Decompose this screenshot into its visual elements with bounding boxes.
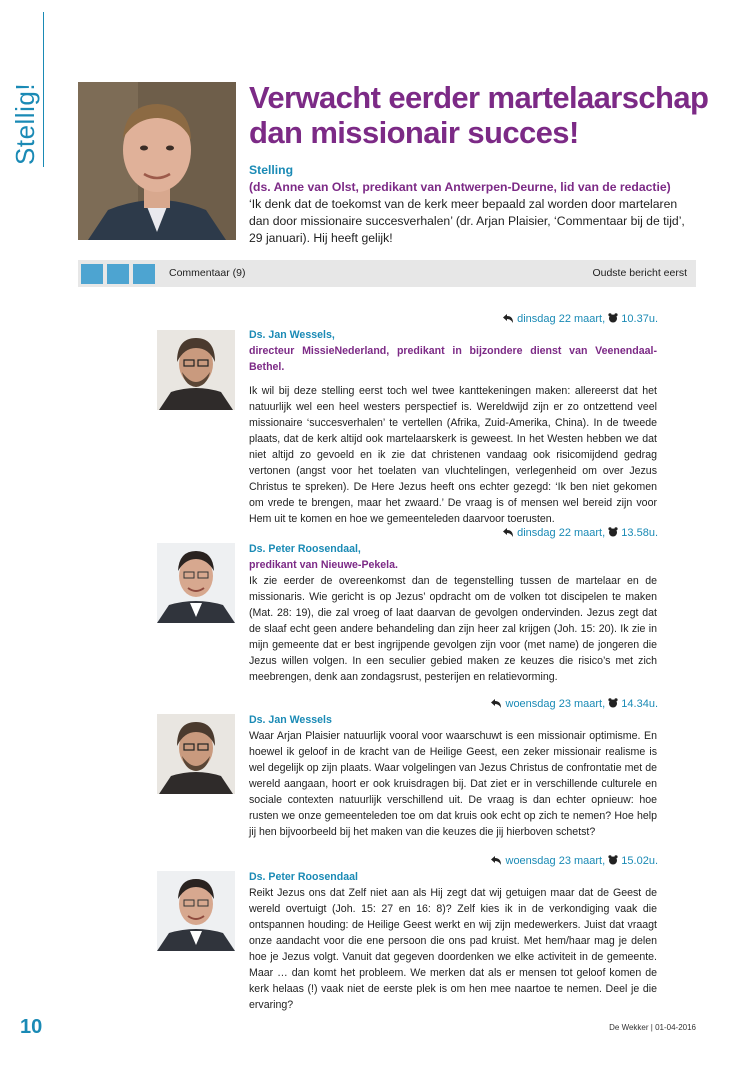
comment-body bbox=[249, 869, 657, 1013]
comment-body bbox=[249, 541, 657, 685]
comment-date: woensdag 23 maart, bbox=[505, 698, 606, 710]
commenter-name: Ds. Peter Roosendaal bbox=[249, 871, 358, 883]
comment-text: Waar Arjan Plaisier natuurlijk vooral voor waarschuwt is een missionair optimisme. En hoewel ik geloof in de kracht van de Heilige Geest, een zeker missionair realisme is wel degelijk op zijn plaats. Waar volgelingen van Jezus Christus de confrontatie met de wereld aangaan, hoort er ook kruisdragen bij. Dat ziet er in verschillende culturele en sociale contexten natuurlijk verschillend uit. De vraag is dan echter opnieuw: hoe rusten we onze gemeenteleden toe om dat kruis ook echt op zich te nemen? Hoe help jij hen bijvoorbeeld bij het maken van die keuzes die jij hierboven schetst? bbox=[249, 730, 657, 838]
reply-icon[interactable] bbox=[503, 528, 514, 537]
clock-icon bbox=[608, 313, 618, 323]
avatar bbox=[157, 714, 235, 794]
intro-block bbox=[249, 162, 699, 247]
commenter-name: Ds. Jan Wessels bbox=[249, 714, 332, 726]
author-photo bbox=[78, 82, 236, 240]
comment-toolbar bbox=[78, 260, 696, 287]
toolbar-button-3[interactable] bbox=[133, 264, 155, 284]
comment-meta bbox=[491, 855, 658, 867]
section-label: Stellig! bbox=[10, 82, 40, 165]
comment-text: Ik zie eerder de overeenkomst dan de tegenstelling tussen de martelaar en de missionaris. Wie gericht is op Jezus’ opdracht om de volken tot discipelen te maken (Mat. 28: 19), die zal vroeg of laat daarvan de gevolgen ondervinden. Jezus zegt dat de slaaf echt geen andere behandeling dan zijn heer zal krijgen (Joh. 15: 20). Ik zie in mijn gemeente dat er best ingrijpende gevolgen zijn voor (met name) de jongeren die Jezus willen volgen. In een seculier gebied maken ze keuzes die risico’s met zich meebrengen, denk aan zondagsrust, pesterijen en relatievorming. bbox=[249, 575, 657, 683]
intro-label: Stelling bbox=[249, 163, 294, 177]
article-title: Verwacht eerder martelaarschap dan missionair succes! bbox=[249, 80, 709, 150]
comment-time: 14.34u. bbox=[621, 698, 658, 710]
sort-order[interactable]: Oudste bericht eerst bbox=[592, 267, 687, 279]
reply-icon[interactable] bbox=[491, 856, 502, 865]
reply-icon[interactable] bbox=[491, 699, 502, 708]
commenter-role: predikant van Nieuwe-Pekela. bbox=[249, 559, 398, 571]
toolbar-button-1[interactable] bbox=[81, 264, 103, 284]
comment-body bbox=[249, 712, 657, 840]
commenter-name: Ds. Jan Wessels, bbox=[249, 329, 335, 341]
comments-count[interactable]: Commentaar (9) bbox=[169, 267, 246, 279]
avatar bbox=[157, 871, 235, 951]
comment-meta bbox=[503, 527, 658, 539]
comment-meta bbox=[503, 313, 658, 325]
comment-text: Ik wil bij deze stelling eerst toch wel twee kanttekeningen maken: allereerst dat het natuurlijk wel een heel westers perspectief is. Wereldwijd zijn er zo ontzettend veel missionaire ‘succesverhalen’ te vertellen (Afrika, Zuid-Amerika, China). In de tweede plaats, dat de kerk altijd ook martelaarskerk is geweest. In het Westen hebben we dat niet altijd zo gevoeld en ik zie dat christenen vandaag ook risicomijdend gedrag vertonen (angst voor het toelaten van vluchtelingen, verlegenheid om over Jezus Christus te spreken). De Here Jezus heeft ons echter gezegd: ‘Ik ben niet gekomen om vrede te brengen, maar het zwaard.’ De vraag is of mensen wel bereid zijn voor Hem uit te komen en hoe we gemeenteleden daarvoor toerusten. bbox=[249, 385, 657, 525]
comment-meta bbox=[491, 698, 658, 710]
comment-time: 15.02u. bbox=[621, 855, 658, 867]
page-number: 10 bbox=[20, 1016, 43, 1038]
toolbar-button-2[interactable] bbox=[107, 264, 129, 284]
comment-date: dinsdag 22 maart, bbox=[517, 313, 606, 325]
footer-info: De Wekker | 01-04-2016 bbox=[609, 1023, 696, 1032]
comment-time: 13.58u. bbox=[621, 527, 658, 539]
clock-icon bbox=[608, 855, 618, 865]
avatar bbox=[157, 330, 235, 410]
clock-icon bbox=[608, 698, 618, 708]
comment-body bbox=[249, 327, 657, 527]
clock-icon bbox=[608, 527, 618, 537]
intro-byline: (ds. Anne van Olst, predikant van Antwerpen-Deurne, lid van de redactie) bbox=[249, 180, 671, 194]
section-rule bbox=[43, 12, 44, 167]
comment-date: dinsdag 22 maart, bbox=[517, 527, 606, 539]
commenter-role: directeur MissieNederland, predikant in bijzondere dienst van Veenendaal-Bethel. bbox=[249, 345, 657, 373]
comment-text: Reikt Jezus ons dat Zelf niet aan als Hij zegt dat wij getuigen maar dat de Geest de wereld overtuigt (Joh. 15: 27 en 16: 8)? Zelf kies ik in de verkondiging vaak die ontspannen houding: de Heilige Geest werkt en wij zijn medewerkers. Juist dat vraagt onze aandacht voor die ene persoon die ons pad kruist. Met hem/haar mag je delen hoe je Jezus volgt. Vanuit dat gegeven doordenken we elke activiteit in de gemeente. Maar … dan komt het probleem. We merken dat als er mensen tot geloof komen de kerk helaas (!) vaak niet de eerste plek is om hen mee naartoe te nemen. Deel je die ervaring? bbox=[249, 887, 657, 1011]
comment-date: woensdag 23 maart, bbox=[505, 855, 606, 867]
intro-text: ‘Ik denk dat de toekomst van de kerk meer bepaald zal worden door martelaren dan door missionaire succesverhalen’ (dr. Arjan Plaisier, ‘Commentaar bij de tijd’, 29 januari). Hij heeft gelijk! bbox=[249, 197, 685, 245]
reply-icon[interactable] bbox=[503, 314, 514, 323]
commenter-name: Ds. Peter Roosendaal, bbox=[249, 543, 361, 555]
avatar bbox=[157, 543, 235, 623]
comment-time: 10.37u. bbox=[621, 313, 658, 325]
